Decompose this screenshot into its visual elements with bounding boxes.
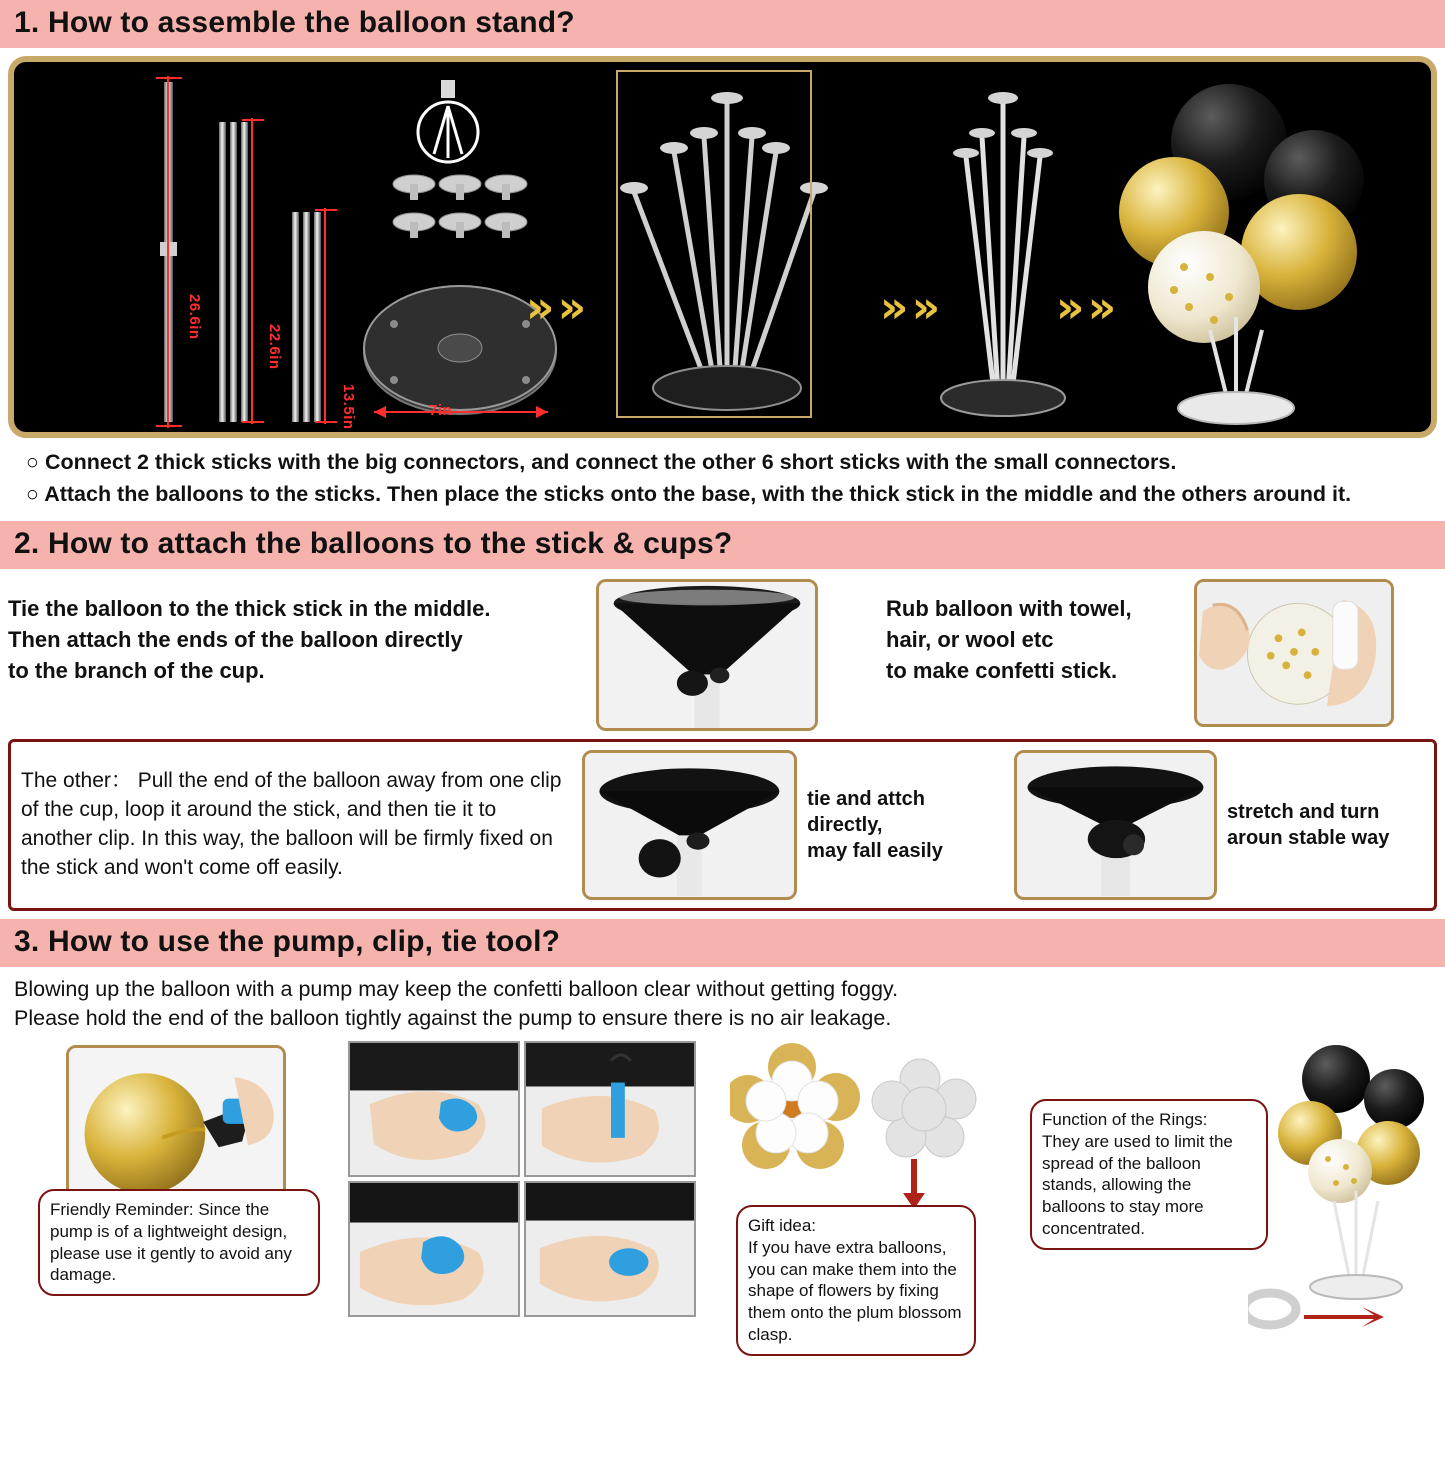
photo-pump-graphic (69, 1048, 283, 1204)
rings-body: They are used to limit the spread of the balloon stands, allowing the balloons to stay more concentrated. (1042, 1131, 1233, 1238)
photo-step4-graphic (526, 1183, 694, 1315)
section-heading-attach: 2. How to attach the balloons to the stick & cups? (0, 521, 1445, 569)
photo-tie-tool-step4 (524, 1181, 696, 1317)
caption-mid-line3: may fall easily (807, 839, 943, 862)
attach-left-line2: Then attach the ends of the balloon directly (8, 626, 463, 652)
rub-line3: to make confetti stick. (886, 658, 1118, 684)
chevron-arrow-3: » » (1056, 282, 1111, 333)
photo-stretch-and-turn (1014, 750, 1217, 900)
photo-pump-inflating (66, 1045, 286, 1205)
dimension-thick-stick: 26.6in (186, 294, 203, 340)
photo-stretch-graphic (1017, 753, 1214, 896)
flower-graphic (730, 1041, 980, 1171)
photo-tie-balloon-graphic (599, 582, 815, 730)
photo-loop-graphic (585, 753, 794, 897)
caption-tie-directly (807, 786, 1004, 864)
bullet-marker: ○ (26, 482, 39, 507)
red-down-arrow-icon (898, 1159, 928, 1211)
attach-instruction-right (886, 579, 1186, 687)
gift-idea-title: Gift idea: (748, 1216, 817, 1236)
assembly-diagram (8, 56, 1437, 438)
attach-left-line1: Tie the balloon to the thick stick in the middle. (8, 595, 491, 621)
photo-tie-tool-step1 (348, 1041, 520, 1177)
attach-row-top (0, 569, 1445, 731)
pump-images-row (8, 1041, 1437, 1351)
caption-right-line2: aroun stable way (1227, 826, 1390, 849)
pump-intro-line1: Blowing up the balloon with a pump may keep the confetti balloon clear without getting foggy. (14, 976, 899, 1001)
bullet-item (26, 448, 1429, 476)
caption-mid-line2: directly, (807, 813, 883, 836)
photo-rub-balloon-graphic (1197, 582, 1391, 726)
red-arrow-graphic (898, 1159, 928, 1211)
assembled-stand-highlight (616, 70, 812, 418)
bullet-item (26, 480, 1429, 508)
photo-loop-around-stick (582, 750, 797, 900)
rings-function-bubble (1030, 1099, 1268, 1250)
dimension-medium-stick: 22.6in (266, 324, 283, 370)
dimension-base-diameter: 7in (429, 402, 453, 419)
bullet-text: Attach the balloons to the sticks. Then place the sticks onto the base, with the thick stick in the middle and the others around it. (44, 482, 1352, 507)
chevron-arrow-2: » » (880, 282, 935, 333)
photo-tie-balloon-to-cup (596, 579, 818, 731)
photo-step1-graphic (350, 1043, 518, 1175)
attach-left-line3: to the branch of the cup. (8, 658, 265, 684)
attach-row-bottom (8, 739, 1437, 911)
balloon-stand-with-ring-illustration (1248, 1041, 1445, 1341)
stand-ring-graphic (1248, 1041, 1445, 1341)
rings-title: Function of the Rings: (1042, 1110, 1208, 1130)
photo-rub-balloon (1194, 579, 1394, 727)
chevron-arrow-1: » » (526, 282, 581, 333)
attach-long-instruction: The other： Pull the end of the balloon away from one clip of the cup, loop it around the stick, and then tie it to another clip. In this way, the balloon will be firmly fixed on the stick and won't come off easily. (21, 768, 562, 879)
bullet-text: Connect 2 thick sticks with the big connectors, and connect the other 6 short sticks with the small connectors. (44, 450, 1177, 474)
bullet-marker: ○ (26, 450, 39, 474)
gift-idea-body: If you have extra balloons, you can make them into the shape of flowers by fixing them onto the plum blossom clasp. (748, 1237, 962, 1344)
flower-balloon-illustration (730, 1041, 980, 1171)
section-heading-assemble: 1. How to assemble the balloon stand? (0, 0, 1445, 48)
photo-tie-tool-step2 (524, 1041, 696, 1177)
gift-idea-bubble (736, 1205, 976, 1356)
photo-step3-graphic (350, 1183, 518, 1315)
caption-mid-line1: tie and attch (807, 787, 925, 810)
friendly-reminder-bubble: Friendly Reminder: Since the pump is of a lightweight design, please use it gently to avoid any damage. (38, 1189, 320, 1296)
caption-stretch-turn (1227, 799, 1424, 851)
caption-right-line1: stretch and turn (1227, 800, 1380, 823)
attach-instruction-left (8, 579, 588, 687)
pump-intro-line2: Please hold the end of the balloon tightly against the pump to ensure there is no air leakage. (14, 1005, 892, 1030)
assemble-bullet-list (0, 438, 1445, 517)
photo-tie-tool-step3 (348, 1181, 520, 1317)
section-heading-pump: 3. How to use the pump, clip, tie tool? (0, 919, 1445, 967)
rub-line1: Rub balloon with towel, (886, 595, 1132, 621)
pump-intro (0, 967, 1445, 1037)
photo-step2-graphic (526, 1043, 694, 1175)
rub-line2: hair, or wool etc (886, 626, 1054, 652)
dimension-short-stick: 13.5in (340, 384, 357, 430)
tie-tool-photo-grid (348, 1041, 696, 1317)
